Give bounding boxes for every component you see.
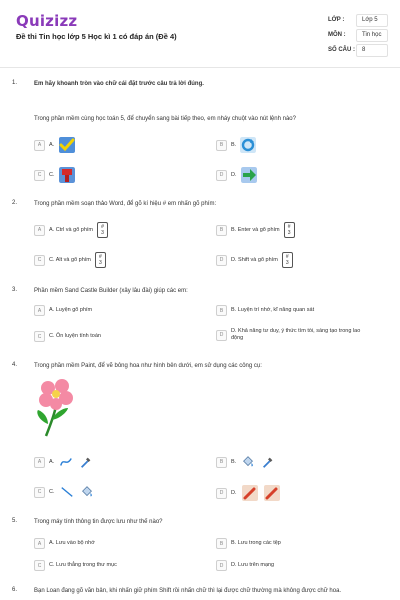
option-d[interactable] xyxy=(216,485,281,501)
option-text: C. xyxy=(49,171,55,178)
option-text: C. Alt và gõ phím xyxy=(49,256,91,263)
question-text: Trong phần mềm Paint, để vẽ bông hoa như hình bên dưới, em sử dụng các công cụ: xyxy=(34,363,262,369)
flower-image xyxy=(34,376,78,438)
option-b[interactable] xyxy=(216,137,256,153)
key-top-char: # xyxy=(285,254,289,260)
option-b[interactable] xyxy=(216,455,276,469)
option-letter: A xyxy=(34,538,45,549)
option-c[interactable] xyxy=(34,167,75,183)
meta-count-box xyxy=(356,44,388,57)
option-letter: C xyxy=(34,255,45,266)
fill-bucket-icon xyxy=(240,455,256,469)
line-tool-icon xyxy=(59,485,75,499)
option-a[interactable] xyxy=(34,538,95,549)
brush-icon xyxy=(263,485,281,501)
option-text: A. Ctrl và gõ phím xyxy=(49,226,94,233)
question-number: 5. xyxy=(12,518,18,524)
option-letter: B xyxy=(216,457,227,468)
option-text: D. xyxy=(231,171,237,178)
option-text: B. Luyện trí nhớ, kĩ năng quan sát xyxy=(231,307,315,313)
option-text: A. Lưu vào bộ nhớ xyxy=(49,540,95,546)
meta-count-value: 8 xyxy=(362,47,366,53)
worksheet-header xyxy=(0,0,400,68)
arrow-right-icon xyxy=(241,167,257,183)
question-number: 2. xyxy=(12,200,18,206)
option-letter: D xyxy=(216,488,227,499)
option-text: B. xyxy=(231,141,237,148)
option-letter: A xyxy=(34,140,45,151)
check-icon xyxy=(58,137,76,153)
quizizz-logo: Quizizz xyxy=(16,12,78,30)
meta-class-value: Lớp 5 xyxy=(362,17,378,23)
question-text: Trong phần mềm soạn thảo Word, để gõ kí hiệu # em nhấn gõ phím: xyxy=(34,201,217,207)
key-top-char: # xyxy=(99,254,102,260)
option-b[interactable] xyxy=(216,222,295,238)
option-d[interactable] xyxy=(216,560,274,571)
option-d[interactable] xyxy=(216,167,257,183)
option-text: D. Lưu trên mạng xyxy=(231,562,275,568)
option-letter: B xyxy=(216,305,227,316)
option-c[interactable] xyxy=(34,485,95,499)
key-3-icon xyxy=(282,252,293,268)
option-letter: A xyxy=(34,225,45,236)
color-picker-icon xyxy=(78,455,94,469)
key-3-icon xyxy=(97,222,108,238)
option-text: A. Luyện gõ phím xyxy=(49,307,93,313)
option-letter: C xyxy=(34,560,45,571)
question-text: Em hãy khoanh tròn vào chữ cái đặt trước câu trả lời đúng. xyxy=(34,81,204,87)
question-text: Bạn Loan đang gõ văn bản, khi nhấn giữ phím Shift rồi nhấn chữ thì lại được chữ thường mà không được chữ hoa. xyxy=(34,588,342,594)
option-c[interactable] xyxy=(34,331,101,342)
option-text: A. xyxy=(49,141,55,148)
option-letter: D xyxy=(216,330,227,341)
question-text: Trong phần mềm cùng học toán 5, để chuyển sang bài tiếp theo, em nháy chuột vào nút lệnh nào? xyxy=(34,116,296,122)
question-number: 1. xyxy=(12,80,18,86)
key-bottom-char: 3 xyxy=(287,230,291,236)
option-b[interactable] xyxy=(216,305,314,316)
option-a[interactable] xyxy=(34,137,76,153)
curve-tool-icon xyxy=(58,455,74,469)
meta-class-label: LỚP : xyxy=(328,17,345,23)
option-b[interactable] xyxy=(216,538,281,549)
key-bottom-char: 3 xyxy=(99,260,102,266)
option-d[interactable] xyxy=(216,252,293,268)
question-text: Trong máy tính thông tin được lưu như thế nào? xyxy=(34,519,163,525)
brush-icon xyxy=(241,485,259,501)
option-letter: D xyxy=(216,560,227,571)
meta-subject-label: MÔN : xyxy=(328,32,346,38)
option-c[interactable] xyxy=(34,560,117,571)
key-top-char: # xyxy=(287,224,291,230)
marker-icon xyxy=(59,167,75,183)
key-bottom-char: 3 xyxy=(101,230,104,236)
option-letter: A xyxy=(34,457,45,468)
option-text: D. Shift và gõ phím xyxy=(231,256,278,263)
option-d[interactable] xyxy=(216,328,371,342)
option-letter: D xyxy=(216,255,227,266)
key-3-icon xyxy=(95,252,106,268)
meta-subject-value: Tin học xyxy=(362,32,382,38)
option-letter: C xyxy=(34,170,45,181)
option-letter: B xyxy=(216,538,227,549)
option-text: C. Ôn luyện tính toán xyxy=(49,333,101,339)
meta-count-label: SỐ CÂU : xyxy=(328,47,355,53)
question-number: 3. xyxy=(12,287,18,293)
option-letter: C xyxy=(34,331,45,342)
fill-bucket-icon xyxy=(79,485,95,499)
question-text: Phần mềm Sand Castle Builder (xây lâu đài) giúp các em: xyxy=(34,288,188,294)
option-c[interactable] xyxy=(34,252,106,268)
option-a[interactable] xyxy=(34,222,108,238)
key-top-char: # xyxy=(101,224,104,230)
key-3-icon xyxy=(284,222,295,238)
option-text: B. xyxy=(231,458,237,465)
option-text: B. Enter và gõ phím xyxy=(231,226,280,233)
option-text: C. Lưu thẳng trong thư mục xyxy=(49,562,117,568)
option-letter: D xyxy=(216,170,227,181)
option-text: B. Lưu trong các tệp xyxy=(231,540,281,546)
option-a[interactable] xyxy=(34,305,92,316)
refresh-icon xyxy=(240,137,256,153)
color-picker-icon xyxy=(260,455,276,469)
option-text: D. xyxy=(231,489,237,496)
option-letter: B xyxy=(216,225,227,236)
option-a[interactable] xyxy=(34,455,94,469)
option-letter: B xyxy=(216,140,227,151)
option-text: D. Khả năng tư duy, ý thức tìm tòi, sáng tạo trong lao động xyxy=(231,328,361,341)
page-title: Đề thi Tin học lớp 5 Học kì 1 có đáp án (Đề 4) xyxy=(16,32,177,41)
option-letter: A xyxy=(34,305,45,316)
question-number: 6. xyxy=(12,587,18,593)
option-text: A. xyxy=(49,458,55,465)
question-number: 4. xyxy=(12,362,18,368)
option-text: C. xyxy=(49,488,55,495)
key-bottom-char: 3 xyxy=(285,260,289,266)
option-letter: C xyxy=(34,487,45,498)
